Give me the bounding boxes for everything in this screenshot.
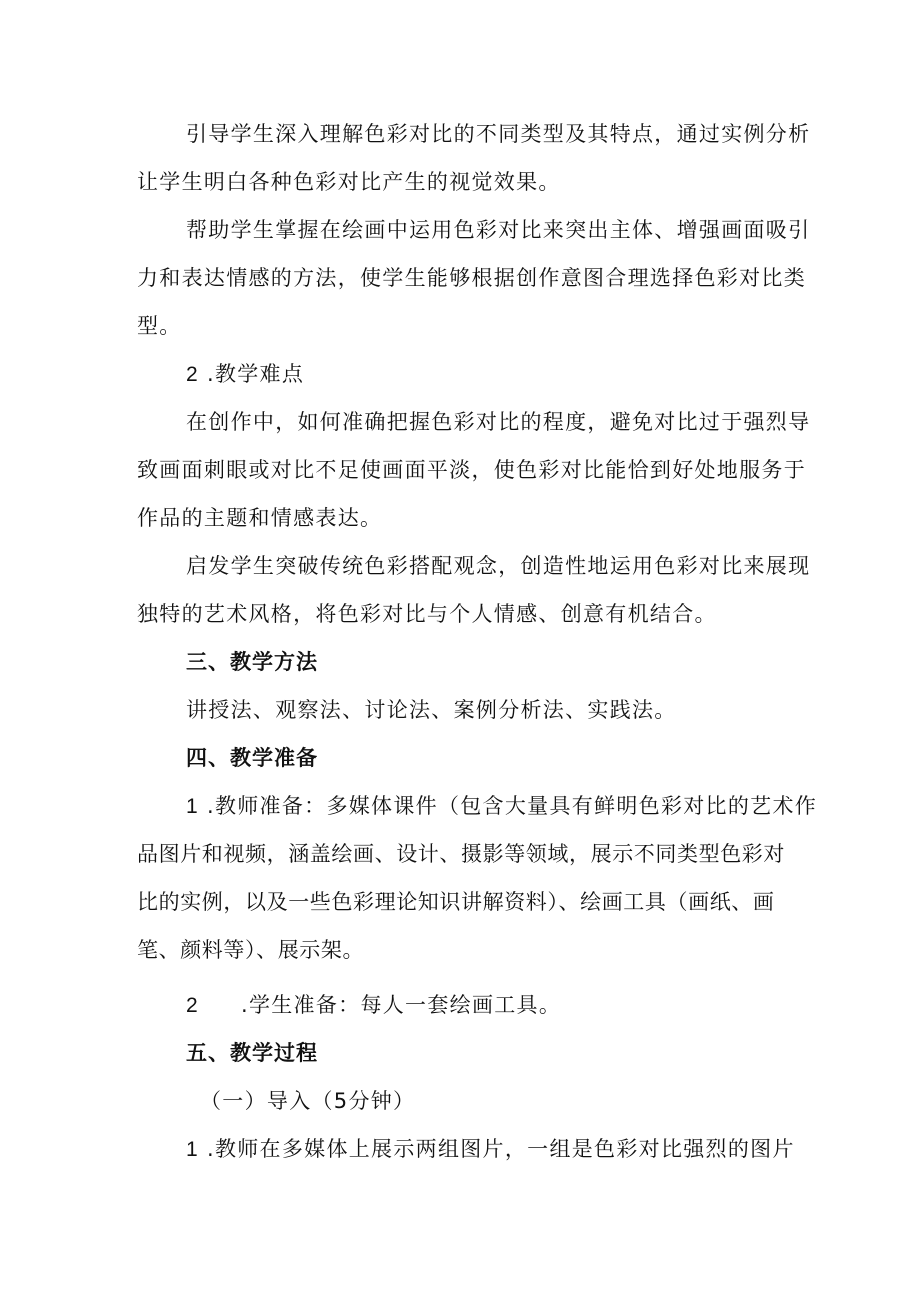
section-heading: 四、教学准备 [186, 746, 318, 770]
paragraph-line: 型。 [137, 314, 182, 338]
paragraph-line: 在创作中，如何准确把握色彩对比的程度，避免对比过于强烈导 [186, 410, 811, 434]
numbered-paragraph-line [186, 1134, 795, 1165]
numbered-paragraph-line [186, 990, 561, 1021]
paragraph-line: 力和表达情感的方法，使学生能够根据创作意图合理选择色彩对比类 [137, 266, 806, 290]
paragraph-line: 帮助学生掌握在绘画中运用色彩对比来突出主体、增强画面吸引 [186, 218, 811, 242]
paragraph-line: 致画面刺眼或对比不足使画面平淡，使色彩对比能恰到好处地服务于 [137, 458, 806, 482]
paragraph-line: 笔、颜料等）、展示架。 [137, 938, 365, 962]
paragraph-line: 讲授法、观察法、讨论法、案例分析法、实践法。 [186, 698, 677, 722]
subsection-heading: （一）导入（5分钟） [200, 1089, 416, 1113]
paragraph-text: .教师准备：多媒体课件（包含大量具有鲜明色彩对比的艺术作 [206, 794, 818, 818]
paragraph-line: 独特的艺术风格，将色彩对比与个人情感、创意有机结合。 [137, 602, 717, 626]
paragraph-line: 比的实例，以及一些色彩理论知识讲解资料）、绘画工具（画纸、画 [137, 890, 775, 914]
list-number: 2 [186, 363, 199, 386]
subheading-text: .教学难点 [206, 362, 305, 386]
list-number: 1 [186, 1138, 199, 1161]
paragraph-line: 引导学生深入理解色彩对比的不同类型及其特点，通过实例分析 [186, 122, 811, 146]
paragraph-line: 作品的主题和情感表达。 [137, 506, 383, 530]
paragraph-line: 让学生明白各种色彩对比产生的视觉效果。 [137, 170, 561, 194]
paragraph-text: .学生准备：每人一套绘画工具。 [240, 993, 562, 1017]
section-heading: 五、教学过程 [186, 1041, 318, 1065]
paragraph-line: 品图片和视频，涵盖绘画、设计、摄影等领域，展示不同类型色彩对 [137, 842, 785, 866]
paragraph-text: .教师在多媒体上展示两组图片，一组是色彩对比强烈的图片 [206, 1137, 795, 1161]
list-number: 2 [186, 994, 199, 1017]
numbered-paragraph-line [186, 791, 817, 822]
list-number: 1 [186, 795, 199, 818]
section-heading: 三、教学方法 [186, 650, 318, 674]
paragraph-line: 启发学生突破传统色彩搭配观念，创造性地运用色彩对比来展现 [186, 554, 811, 578]
numbered-subheading [186, 359, 304, 390]
